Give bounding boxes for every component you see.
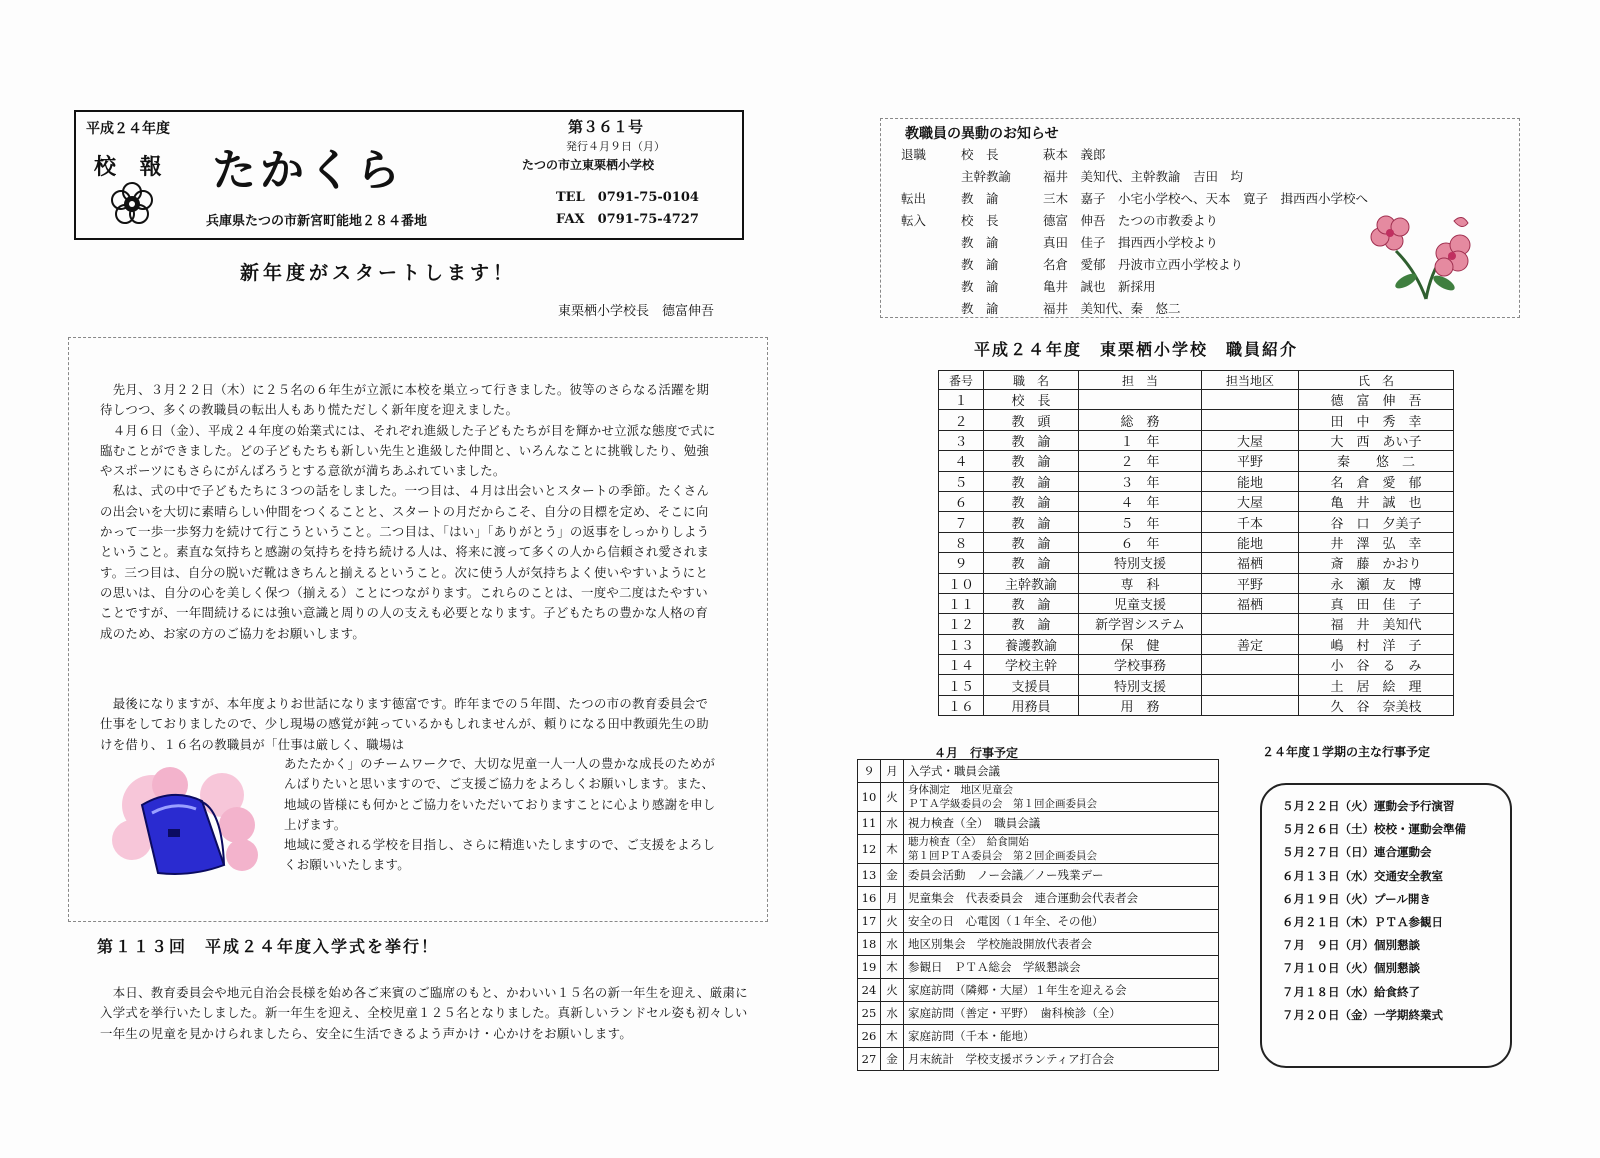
staff-cell: 田 中 秀 幸 — [1299, 410, 1454, 430]
term-event-item: ７月２０日（金）一学期終業式 — [1282, 1007, 1443, 1022]
article-paragraph: あたたかく」のチームワークで、大切な児童一人一人の豊かな成長のためがんばりたいと思いますので、ご支援ご協力をよろしくお願いします。また、地域の皆様にも何かとご協力をいただいておりますことに心より感謝を申し上げます。 — [284, 756, 716, 832]
school-emblem-icon — [106, 178, 158, 230]
staff-cell — [1202, 695, 1299, 715]
term-event-item: ７月１０日（火）個別懇談 — [1282, 961, 1420, 976]
staff-cell: ４ 年 — [1079, 491, 1202, 511]
staff-cell: １６ — [939, 695, 984, 715]
event-description: 地区別集会 学校施設開放代表者会 — [904, 933, 1219, 956]
event-description: 聴力検査（全） 給食開始 第１回ＰＴＡ委員会 第２回企画委員会 — [904, 835, 1219, 864]
term-event-item: ５月２２日（火）運動会予行演習 — [1282, 799, 1455, 813]
staff-cell: 真 田 佳 子 — [1299, 593, 1454, 613]
staff-cell: 善定 — [1202, 634, 1299, 654]
staff-row — [939, 634, 1454, 654]
event-day: 25 — [858, 1002, 881, 1025]
staff-cell — [1202, 410, 1299, 430]
notice-row: 転入 校 長 德富 伸吾 たつの市教委より — [901, 213, 1219, 228]
notice-row: 退職 校 長 萩本 義郎 — [901, 147, 1106, 162]
event-day: 26 — [858, 1025, 881, 1048]
notice-row: 転出 教 諭 三木 嘉子 小宅小学校へ、天本 寛子 揖西西小学校へ — [901, 191, 1369, 206]
event-description: 家庭訪問（善定・平野） 歯科検診（全） — [904, 1002, 1219, 1025]
staff-cell: 谷 口 夕美子 — [1299, 512, 1454, 532]
event-description: 身体測定 地区児童会 ＰＴＡ学級委員の会 第１回企画委員会 — [904, 783, 1219, 812]
event-day: ９ — [858, 760, 881, 783]
newsletter-title: たかくら — [212, 145, 404, 196]
staff-cell — [1202, 614, 1299, 634]
event-day: 13 — [858, 864, 881, 887]
term-event-item: ５月２６日（土）校校・運動会準備 — [1282, 822, 1466, 837]
staff-row — [939, 655, 1454, 675]
event-weekday: 金 — [881, 864, 904, 887]
staff-cell: ２ — [939, 410, 984, 430]
staff-row — [939, 471, 1454, 491]
staff-cell: 斎 藤 かおり — [1299, 553, 1454, 573]
event-day: 16 — [858, 887, 881, 910]
staff-cell: 新学習システム — [1079, 614, 1202, 634]
event-row — [858, 835, 1219, 864]
staff-cell: ６ — [939, 491, 984, 511]
staff-cell: 小 谷 る み — [1299, 655, 1454, 675]
staff-cell: ５ 年 — [1079, 512, 1202, 532]
staff-cell: 養護教諭 — [984, 634, 1079, 654]
staff-cell: 教 諭 — [984, 430, 1079, 450]
staff-cell: １１ — [939, 593, 984, 613]
staff-cell: ８ — [939, 532, 984, 552]
staff-table — [938, 370, 1454, 716]
term-events-box — [1260, 783, 1512, 1068]
event-row — [858, 979, 1219, 1002]
issue-date: 発行４月９日（月） — [566, 140, 665, 153]
staff-cell: 能地 — [1202, 532, 1299, 552]
event-description: 視力検査（全） 職員会議 — [904, 812, 1219, 835]
event-description: 月末統計 学校支援ボランティア打合会 — [904, 1048, 1219, 1071]
event-day: 11 — [858, 812, 881, 835]
staff-row — [939, 491, 1454, 511]
column-header: 担 当 — [1079, 371, 1202, 390]
staff-cell: ９ — [939, 553, 984, 573]
staff-cell: ４ — [939, 451, 984, 471]
staff-cell: 福栖 — [1202, 553, 1299, 573]
staff-row — [939, 675, 1454, 695]
term-event-item: ７月１８日（水）給食終了 — [1282, 984, 1420, 999]
staff-row — [939, 695, 1454, 715]
event-weekday: 木 — [881, 956, 904, 979]
event-description: 家庭訪問（隣郷・大屋）１年生を迎える会 — [904, 979, 1219, 1002]
event-row — [858, 910, 1219, 933]
staff-cell — [1202, 675, 1299, 695]
flower-illustration — [1366, 211, 1476, 303]
event-description: 児童集会 代表委員会 連合運動会代表者会 — [904, 887, 1219, 910]
staff-cell: 総 務 — [1079, 410, 1202, 430]
staff-cell — [1202, 655, 1299, 675]
staff-cell: 支援員 — [984, 675, 1079, 695]
article-paragraph: 私は、式の中で子どもたちに３つの話をしました。一つ目は、４月は出会いとスタートの季節。たくさんの出会いを大切に素晴らしい仲間をつくることと、スタートの月だからこそ、自分の目標を定め、そこに向かって一歩一歩努力を続けて行こうということ。二つ目は、「はい」「ありがとう」の返事をしっかりしようということ。素直な気持ちと感謝の気持ちを持ち続ける人は、将来に渡って多くの人から信頼され愛されます。三つ目は、自分の脱いだ靴はきちんと揃えるということ。次に使う人が気持ちよく使いやすいようにとの思いは、自分の心を美しく保つ（揃える）ことにつながります。これらのことは、一度や二度はたやすいことですが、一年間続けるには強い意識と周りの人の支えも必要となります。子どもたちの豊かな人格の育成のため、お家の方のご協力をお願いします。 — [100, 483, 710, 641]
april-events-title: ４月 行事予定 — [934, 746, 1019, 760]
staff-cell: 学校主幹 — [984, 655, 1079, 675]
staff-cell: 専 科 — [1079, 573, 1202, 593]
tel-number: TEL 0791-75-0104 — [556, 190, 699, 205]
event-weekday: 木 — [881, 835, 904, 864]
article-body — [100, 380, 720, 644]
event-weekday: 火 — [881, 910, 904, 933]
staff-cell — [1079, 390, 1202, 410]
staff-row — [939, 390, 1454, 410]
term-event-item: ７月 ９日（月）個別懇談 — [1282, 938, 1420, 953]
masthead — [74, 110, 744, 240]
staff-cell: 特別支援 — [1079, 675, 1202, 695]
article-paragraph: 先月、３月２２日（木）に２５名の６年生が立派に本校を巣立って行きました。彼等のさらなる活躍を期待しつつ、多くの教職員の転出人もあり慌ただしく新年度を迎えました。 — [100, 382, 710, 418]
staff-cell: 校 長 — [984, 390, 1079, 410]
staff-cell: 保 健 — [1079, 634, 1202, 654]
staff-cell: 土 居 絵 理 — [1299, 675, 1454, 695]
staff-cell: １４ — [939, 655, 984, 675]
event-row — [858, 864, 1219, 887]
column-header: 氏 名 — [1299, 371, 1454, 390]
staff-cell: ３ — [939, 430, 984, 450]
staff-cell: １ — [939, 390, 984, 410]
staff-cell: 德 富 伸 吾 — [1299, 390, 1454, 410]
staff-cell: 教 頭 — [984, 410, 1079, 430]
staff-row — [939, 430, 1454, 450]
fiscal-year: 平成２４年度 — [86, 121, 170, 137]
event-row — [858, 1025, 1219, 1048]
school-address: 兵庫県たつの市新宮町能地２８４番地 — [206, 214, 428, 229]
staff-cell: 久 谷 奈美枝 — [1299, 695, 1454, 715]
randoseru-illustration — [112, 765, 262, 880]
staff-cell: 秦 悠 二 — [1299, 451, 1454, 471]
april-events-table — [857, 759, 1219, 1071]
staff-cell: 児童支援 — [1079, 593, 1202, 613]
event-description: 参観日 ＰＴＡ総会 学級懇談会 — [904, 956, 1219, 979]
staff-row — [939, 512, 1454, 532]
event-row — [858, 812, 1219, 835]
staff-cell: 大 西 あい子 — [1299, 430, 1454, 450]
event-row — [858, 956, 1219, 979]
term-event-item: ５月２７日（日）連合運動会 — [1282, 845, 1432, 860]
staff-cell: １３ — [939, 634, 984, 654]
event-weekday: 木 — [881, 1025, 904, 1048]
staff-cell: 教 諭 — [984, 451, 1079, 471]
staff-header-row — [939, 371, 1454, 390]
notice-title: 教職員の異動のお知らせ — [905, 126, 1059, 142]
ceremony-body: 本日、教育委員会や地元自治会長様を始め各ご来賓のご臨席のもと、かわいい１５名の新一年生を迎え、厳粛に入学式を挙行いたしました。新一年生を迎え、全校児童１２５名となりました。真新しいランドセル姿も初々しい一年生の児童を見かけられましたら、安全に生活できるよう声かけ・心かけをお願いします。 — [100, 985, 748, 1041]
staff-cell: 主幹教諭 — [984, 573, 1079, 593]
staff-cell: １２ — [939, 614, 984, 634]
school-name: たつの市立東栗栖小学校 — [522, 158, 655, 172]
event-row — [858, 887, 1219, 910]
staff-cell: 特別支援 — [1079, 553, 1202, 573]
event-weekday: 水 — [881, 1002, 904, 1025]
staff-cell: 教 諭 — [984, 471, 1079, 491]
staff-cell: ２ 年 — [1079, 451, 1202, 471]
event-weekday: 月 — [881, 887, 904, 910]
staff-cell: 用務員 — [984, 695, 1079, 715]
event-description: 安全の日 心電図（１年全、その他） — [904, 910, 1219, 933]
term-event-item: ６月２１日（木）ＰＴＡ参観日 — [1282, 914, 1443, 929]
staff-cell: ３ 年 — [1079, 471, 1202, 491]
staff-cell: 平野 — [1202, 451, 1299, 471]
article-paragraph: 最後になりますが、本年度よりお世話になります德富です。昨年までの５年間、たつの市の教育委員会で仕事をしておりましたので、少し現場の感覚が鈍っているかもしれませんが、頼りになる田中教頭先生の助けを借り、１６名の教職員が「仕事は厳しく、職場は — [100, 696, 709, 752]
staff-table-title: 平成２４年度 東栗栖小学校 職員紹介 — [974, 340, 1299, 359]
event-weekday: 月 — [881, 760, 904, 783]
staff-cell: 能地 — [1202, 471, 1299, 491]
event-weekday: 水 — [881, 933, 904, 956]
event-weekday: 火 — [881, 979, 904, 1002]
staff-cell: ６ 年 — [1079, 532, 1202, 552]
event-day: 19 — [858, 956, 881, 979]
column-header: 職 名 — [984, 371, 1079, 390]
staff-row — [939, 614, 1454, 634]
staff-cell: 教 諭 — [984, 553, 1079, 573]
staff-cell: 教 諭 — [984, 491, 1079, 511]
event-row — [858, 1048, 1219, 1071]
event-day: 24 — [858, 979, 881, 1002]
staff-row — [939, 410, 1454, 430]
staff-cell: 名 倉 愛 郁 — [1299, 471, 1454, 491]
event-description: 家庭訪問（千本・能地） — [904, 1025, 1219, 1048]
staff-cell: ５ — [939, 471, 984, 491]
term-events-title: ２４年度１学期の主な行事予定 — [1262, 745, 1431, 759]
staff-cell: １０ — [939, 573, 984, 593]
staff-cell: 永 瀬 友 博 — [1299, 573, 1454, 593]
staff-cell: ７ — [939, 512, 984, 532]
article-paragraph: ４月６日（金）、平成２４年度の始業式には、それぞれ進級した子どもたちが目を輝かせ立派な態度で式に臨むことができました。どの子どもたちも新しい先生と進級した仲間と、いろんなことに挑戦したり、勉強やスポーツにもさらにがんばろうとする意欲が満ちあふれていました。 — [100, 422, 716, 479]
staff-cell: 千本 — [1202, 512, 1299, 532]
event-row — [858, 783, 1219, 812]
staff-cell — [1202, 390, 1299, 410]
staff-cell: 嶋 村 洋 子 — [1299, 634, 1454, 654]
staff-cell: 亀 井 誠 也 — [1299, 491, 1454, 511]
staff-cell: 福 井 美知代 — [1299, 614, 1454, 634]
staff-row — [939, 593, 1454, 613]
column-header: 番号 — [939, 371, 984, 390]
event-day: 18 — [858, 933, 881, 956]
term-event-item: ６月１９日（火）プール開き — [1282, 891, 1431, 906]
staff-cell: 大屋 — [1202, 430, 1299, 450]
staff-cell: １ 年 — [1079, 430, 1202, 450]
event-description: 委員会活動 ノー会議／ノー残業デー — [904, 864, 1219, 887]
event-row — [858, 1002, 1219, 1025]
staff-cell: 教 諭 — [984, 593, 1079, 613]
staff-cell: 学校事務 — [1079, 655, 1202, 675]
staff-cell: 井 澤 弘 幸 — [1299, 532, 1454, 552]
staff-cell: 大屋 — [1202, 491, 1299, 511]
staff-cell: 教 諭 — [984, 614, 1079, 634]
event-row — [858, 933, 1219, 956]
staff-cell: 教 諭 — [984, 532, 1079, 552]
staff-row — [939, 532, 1454, 552]
event-day: 27 — [858, 1048, 881, 1071]
fax-number: FAX 0791-75-4727 — [556, 212, 699, 227]
article-headline: 新年度がスタートします！ — [240, 262, 517, 284]
event-description: 入学式・職員会議 — [904, 760, 1219, 783]
staff-row — [939, 451, 1454, 471]
event-day: 10 — [858, 783, 881, 812]
staff-cell: 教 諭 — [984, 512, 1079, 532]
article-byline: 東栗栖小学校長 德富伸吾 — [558, 304, 715, 319]
staff-cell: 用 務 — [1079, 695, 1202, 715]
staff-row — [939, 573, 1454, 593]
article-paragraph: 地域に愛される学校を目指し、さらに精進いたしますので、ご支援をよろしくお願いいたします。 — [284, 837, 716, 873]
term-event-item: ６月１３日（水）交通安全教室 — [1282, 868, 1443, 883]
event-weekday: 金 — [881, 1048, 904, 1071]
event-weekday: 水 — [881, 812, 904, 835]
staff-cell: １５ — [939, 675, 984, 695]
koho-label: 校 報 — [94, 154, 170, 180]
event-day: 12 — [858, 835, 881, 864]
event-row — [858, 760, 1219, 783]
staff-row — [939, 553, 1454, 573]
issue-number: 第３６１号 — [568, 118, 644, 136]
staff-cell: 福栖 — [1202, 593, 1299, 613]
column-header: 担当地区 — [1202, 371, 1299, 390]
event-day: 17 — [858, 910, 881, 933]
staff-cell: 平野 — [1202, 573, 1299, 593]
event-weekday: 火 — [881, 783, 904, 812]
ceremony-headline: 第１１３回 平成２４年度入学式を挙行！ — [97, 937, 440, 956]
staff-change-notice: 教職員の異動のお知らせ 退職 校 長 萩本 義郎 主幹教諭 福井 美知代、主幹教諭 吉田 均 転出 教 諭 三木 嘉子 小宅小学校へ、天本 寛子 揖西西小学校へ 転入 校 長 德富 伸吾 たつの市教委より 教 諭 真田 佳子 揖西西小学校より 教 諭 名倉 愛郁 丹波市立西小学校より 教 諭 亀井 誠也 新採用 教 諭 福井 美知代、秦 悠二 — [880, 118, 1520, 318]
